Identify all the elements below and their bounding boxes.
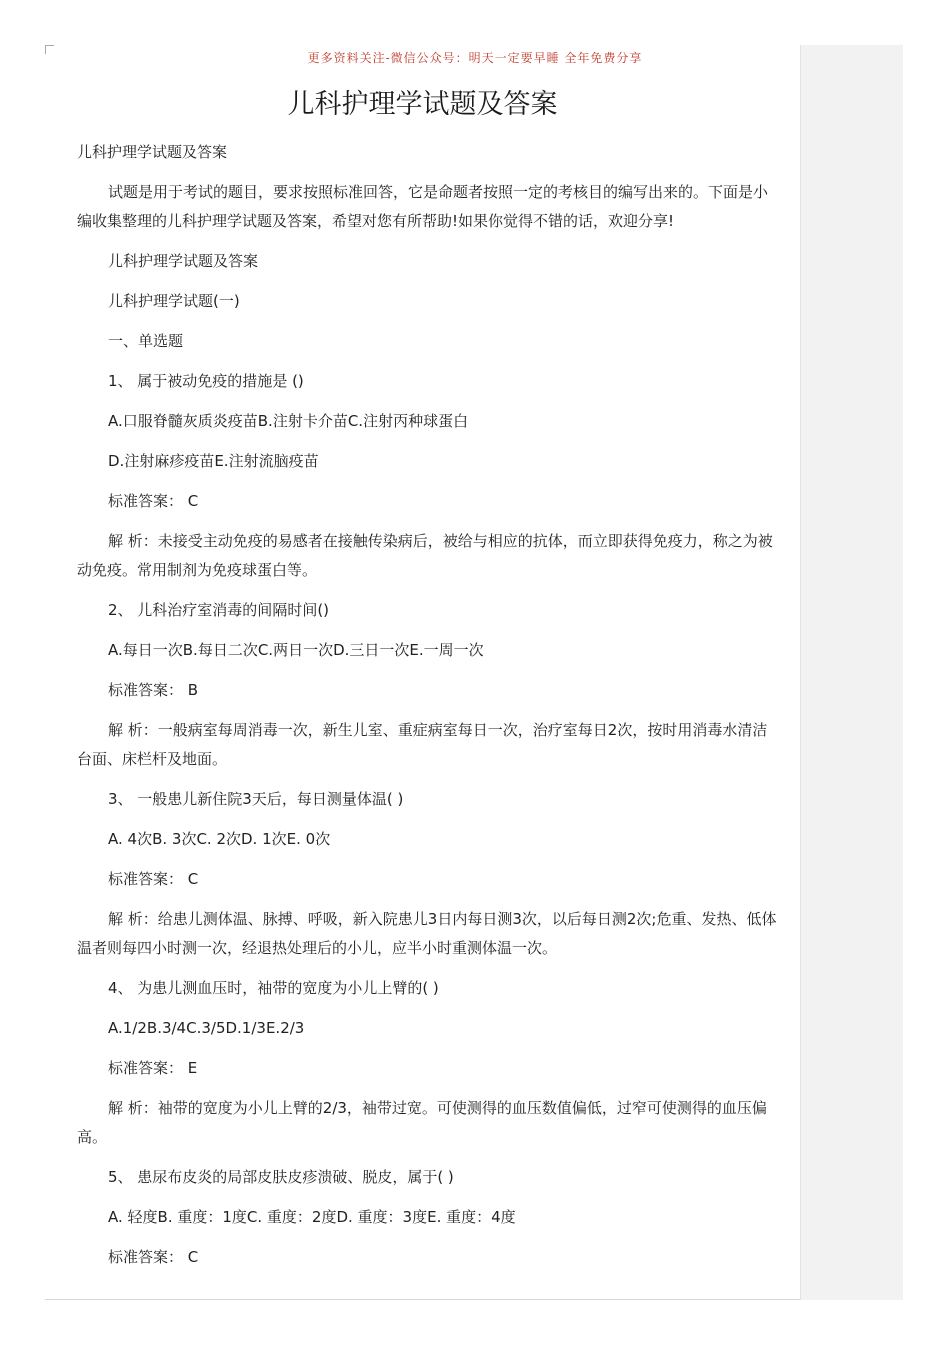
options: A. 轻度B. 重度：1度C. 重度：2度D. 重度：3度E. 重度：4度 [108,1208,516,1226]
question: 5、 患尿布皮炎的局部皮肤皮疹溃破、脱皮，属于( ) [108,1168,454,1186]
answer: 标准答案： C [108,1248,199,1266]
question: 2、 儿科治疗室消毒的间隔时间() [108,601,330,619]
paragraph: 儿科护理学试题及答案 [108,252,259,270]
answer: 标准答案： C [108,870,199,888]
explanation: 解 析：袖带的宽度为小儿上臂的2/3，袖带过宽。可使测得的血压数值偏低，过窄可使测得的血压偏高。 [77,1099,767,1146]
options: A.1/2B.3/4C.3/5D.1/3E.2/3 [108,1019,305,1037]
section-heading: 一、单选题 [108,332,184,350]
answer: 标准答案： E [108,1059,198,1077]
options: A. 4次B. 3次C. 2次D. 1次E. 0次 [108,830,331,848]
question: 4、 为患儿测血压时，袖带的宽度为小儿上臂的( ) [108,979,439,997]
options: A.每日一次B.每日二次C.两日一次D.三日一次E.一周一次 [108,641,484,659]
explanation: 解 析：给患儿测体温、脉搏、呼吸，新入院患儿3日内每日测3次，以后每日测2次;危重、发热、低体温者则每四小时测一次，经退热处理后的小儿，应半小时重测体温一次。 [77,910,777,957]
document-body [77,138,777,1283]
right-side-panel [800,45,903,1300]
paragraph: 儿科护理学试题(一) [108,292,240,310]
options: D.注射麻疹疫苗E.注射流脑疫苗 [108,452,319,470]
explanation: 解 析：未接受主动免疫的易感者在接触传染病后，被给与相应的抗体，而立即获得免疫力，称之为被动免疫。常用制剂为免疫球蛋白等。 [77,532,773,579]
answer: 标准答案： C [108,492,199,510]
paragraph: 试题是用于考试的题目，要求按照标准回答，它是命题者按照一定的考核目的编写出来的。下面是小编收集整理的儿科护理学试题及答案，希望对您有所帮助!如果你觉得不错的话，欢迎分享! [77,183,769,230]
question: 3、 一般患儿新住院3天后，每日测量体温( ) [108,790,404,808]
document-title: 儿科护理学试题及答案 [287,89,558,120]
options: A.口服脊髓灰质炎疫苗B.注射卡介苗C.注射丙种球蛋白 [108,412,469,430]
answer: 标准答案： B [108,681,199,699]
explanation: 解 析：一般病室每周消毒一次，新生儿室、重症病室每日一次，治疗室每日2次，按时用消毒水清洁台面、床栏杆及地面。 [77,721,768,768]
paragraph: 儿科护理学试题及答案 [77,143,228,161]
header-note: 更多资料关注-微信公众号：明天一定要早睡 全年免费分享 [307,51,643,65]
question: 1、 属于被动免疫的措施是 () [108,372,304,390]
